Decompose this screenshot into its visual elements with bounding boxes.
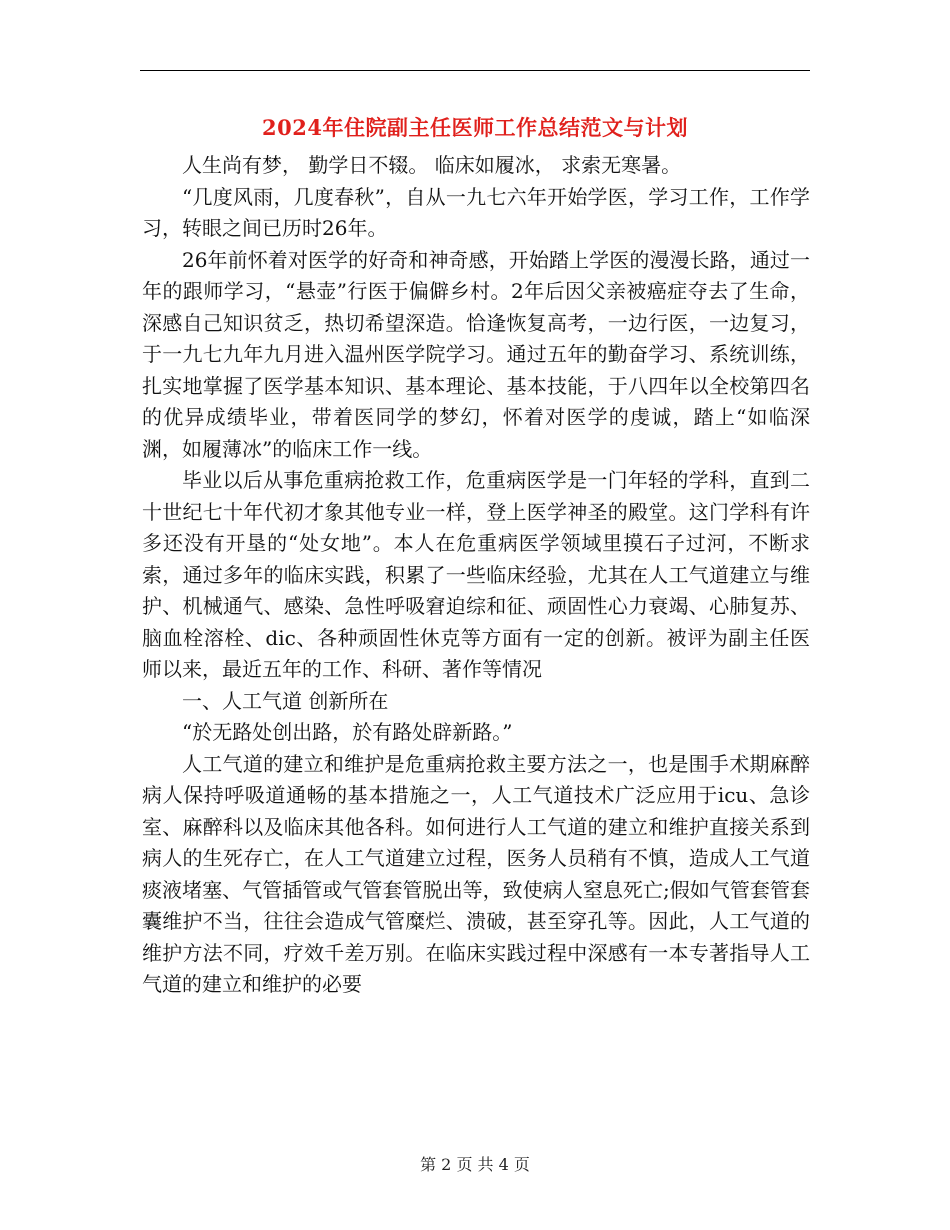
paragraph-airway: 人工气道的建立和维护是危重病抢救主要方法之一，也是围手术期麻醉病人保持呼吸道通畅的基本措施之一，人工气道技术广泛应用于icu、急诊室、麻醉科以及临床其他各科。如何进行人工气道的建立和维护直接关系到病人的生死存亡，在人工气道建立过程，医务人员稍有不慎，造成人工气道痰液堵塞、气管插管或气管套管脱出等，致使病人窒息死亡;假如气管套管套囊维护不当，往往会造成气管糜烂、溃破，甚至穿孔等。因此，人工气道的维护方法不同，疗效千差万别。在临床实践过程中深感有一本专著指导人工气道的建立和维护的必要 <box>142 751 810 996</box>
paragraph-intro: “几度风雨，几度春秋”，自从一九七六年开始学医，学习工作，工作学习，转眼之间已历时26年。 <box>142 184 810 240</box>
paragraph-poem: 人生尚有梦， 勤学日不辍。 临床如履冰， 求索无寒暑。 <box>182 153 682 177</box>
header-rule <box>140 70 810 71</box>
paragraph-quote: “於无路处创出路，於有路处辟新路。” <box>182 720 513 744</box>
document-title: 2024年住院副主任医师工作总结范文与计划 <box>262 115 688 140</box>
document-body <box>142 150 810 1001</box>
paragraph-history: 26年前怀着对医学的好奇和神奇感，开始踏上学医的漫漫长路，通过一年的跟师学习，“悬壶”行医于偏僻乡村。2年后因父亲被癌症夺去了生命，深感自己知识贫乏，热切希望深造。恰逢恢复高考，一边行医，一边复习，于一九七九年九月进入温州医学院学习。通过五年的勤奋学习、系统训练，扎实地掌握了医学基本知识、基本理论、基本技能，于八四年以全校第四名的优异成绩毕业，带着医同学的梦幻，怀着对医学的虔诚，踏上“如临深渊，如履薄冰”的临床工作一线。 <box>142 247 810 461</box>
page-footer: 第 2 页 共 4 页 <box>420 1155 530 1174</box>
paragraph-critical-care: 毕业以后从事危重病抢救工作，危重病医学是一门年轻的学科，直到二十世纪七十年代初才象其他专业一样，登上医学神圣的殿堂。这门学科有许多还没有开垦的“处女地”。本人在危重病医学领域里摸石子过河，不断求索，通过多年的临床实践，积累了一些临床经验，尤其在人工气道建立与维护、机械通气、感染、急性呼吸窘迫综和征、顽固性心力衰竭、心肺复苏、脑血栓溶栓、dic、各种顽固性休克等方面有一定的创新。被评为副主任医师以来，最近五年的工作、科研、著作等情况 <box>142 468 810 681</box>
section-heading: 一、人工气道 创新所在 <box>182 688 389 713</box>
